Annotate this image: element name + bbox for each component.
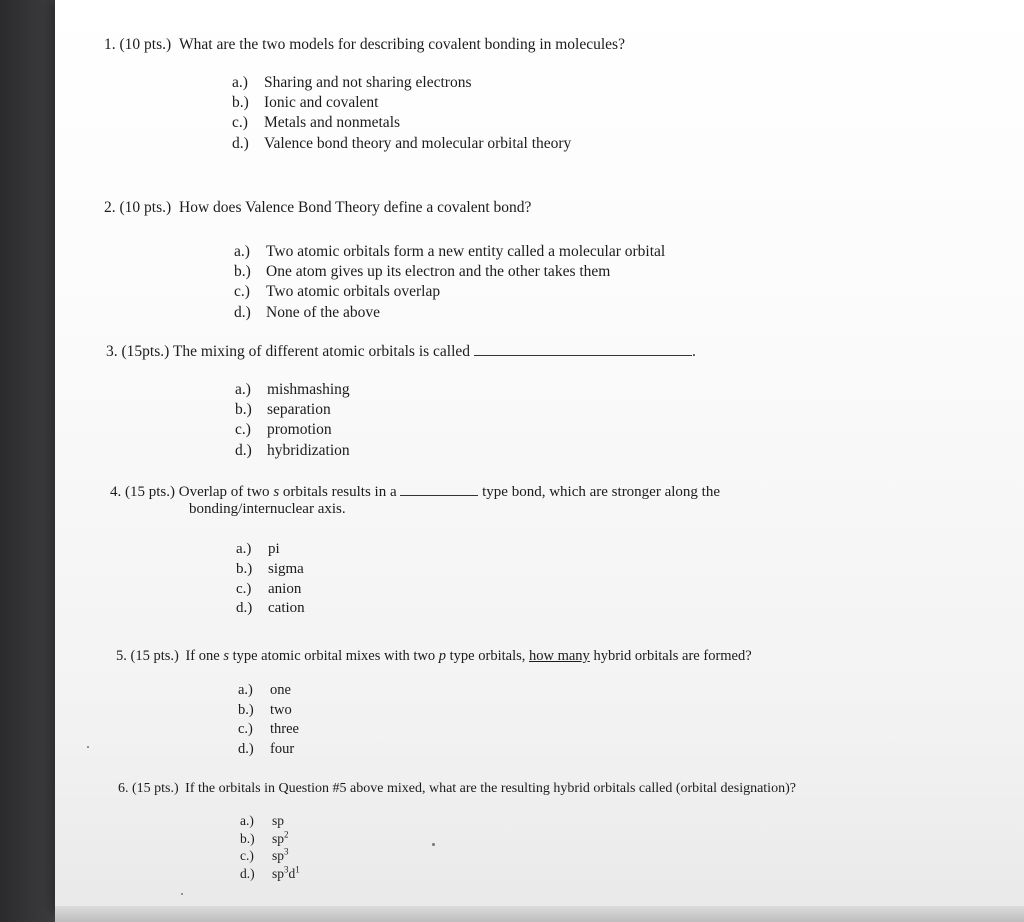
question-number: 5. xyxy=(116,648,127,664)
option-b[interactable]: b.) sigma xyxy=(236,560,304,577)
option-d[interactable]: d.) four xyxy=(238,740,295,757)
question-text: What are the two models for describing covalent bonding in molecules? xyxy=(179,36,625,53)
option-b[interactable]: b.) Ionic and covalent xyxy=(232,94,379,112)
question-text: The mixing of different atomic orbitals is called xyxy=(172,343,471,360)
option-d[interactable]: d.) hybridization xyxy=(235,441,350,459)
question-text: How does Valence Bond Theory define a covalent bond? xyxy=(179,199,532,216)
option-a[interactable]: a.) Sharing and not sharing electrons xyxy=(232,74,472,91)
question-6 xyxy=(118,779,796,798)
option-a[interactable]: a.) one xyxy=(238,682,291,698)
question-5-options xyxy=(238,681,299,759)
option-c[interactable]: c.) anion xyxy=(236,580,302,597)
option-c[interactable]: c.) three xyxy=(238,721,299,737)
question-4-line-2: bonding/internuclear axis. xyxy=(189,501,346,517)
question-1 xyxy=(104,35,625,54)
answer-blank[interactable] xyxy=(474,355,692,356)
question-6-options xyxy=(240,812,300,882)
question-3: 3. (15pts.) The mixing of different atomic orbitals is called . xyxy=(106,343,696,360)
option-b[interactable]: b.) separation xyxy=(235,401,331,419)
answer-blank[interactable] xyxy=(400,495,478,496)
question-points: (15 pts.) xyxy=(130,648,179,664)
option-c[interactable]: c.) promotion xyxy=(235,421,332,439)
question-1-options xyxy=(232,73,571,154)
question-number: 2. xyxy=(104,199,116,216)
question-3-options xyxy=(235,380,350,461)
screen-speck xyxy=(181,893,183,895)
option-c[interactable]: c.) $sp^3$ xyxy=(240,846,289,863)
option-d[interactable]: d.) None of the above xyxy=(234,303,381,321)
question-number: 4. xyxy=(110,484,122,500)
option-d[interactable]: d.) cation xyxy=(236,600,305,617)
question-number: 1. xyxy=(104,36,116,53)
option-c[interactable]: c.) Two atomic orbitals overlap xyxy=(234,283,441,301)
question-points: (10 pts.) xyxy=(119,36,172,53)
option-a[interactable]: a.) pi xyxy=(236,541,280,557)
question-points: (15 pts.) xyxy=(125,484,175,500)
question-4: 4. (15 pts.) Overlap of two s orbitals results in a type bond, which are stronger along the xyxy=(110,484,720,500)
question-points: (10 pts.) xyxy=(119,199,172,216)
option-b[interactable]: b.) two xyxy=(238,701,292,718)
option-d[interactable]: d.) $sp^3d^1$ xyxy=(240,864,300,881)
question-points: (15pts.) xyxy=(121,343,170,360)
question-number: 6. xyxy=(118,781,129,796)
question-4-options xyxy=(236,540,305,619)
monitor-bottom-edge xyxy=(55,906,1024,922)
option-c[interactable]: c.) Metals and nonmetals xyxy=(232,114,401,132)
option-a[interactable]: a.) mishmashing xyxy=(235,381,350,398)
option-b[interactable]: b.) One atom gives up its electron and the other takes them xyxy=(234,263,611,281)
question-points: (15 pts.) xyxy=(132,781,179,796)
option-b[interactable]: b.) $sp^2$ xyxy=(240,829,289,846)
question-5: 5. (15 pts.) If one s type atomic orbital mixes with two p type orbitals, how many hybrid orbitals are formed? xyxy=(116,648,752,664)
option-a[interactable]: a.) Two atomic orbitals form a new entity called a molecular orbital xyxy=(234,243,666,260)
question-2 xyxy=(104,198,531,217)
question-text: If the orbitals in Question #5 above mixed, what are the resulting hybrid orbitals called (orbital designation)? xyxy=(185,781,796,796)
question-number: 3. xyxy=(106,343,118,360)
screen-speck xyxy=(87,746,89,748)
screen-speck xyxy=(432,843,435,846)
option-d[interactable]: d.) Valence bond theory and molecular orbital theory xyxy=(232,134,572,152)
option-a[interactable]: a.) sp xyxy=(240,813,285,828)
question-2-options xyxy=(234,242,665,323)
